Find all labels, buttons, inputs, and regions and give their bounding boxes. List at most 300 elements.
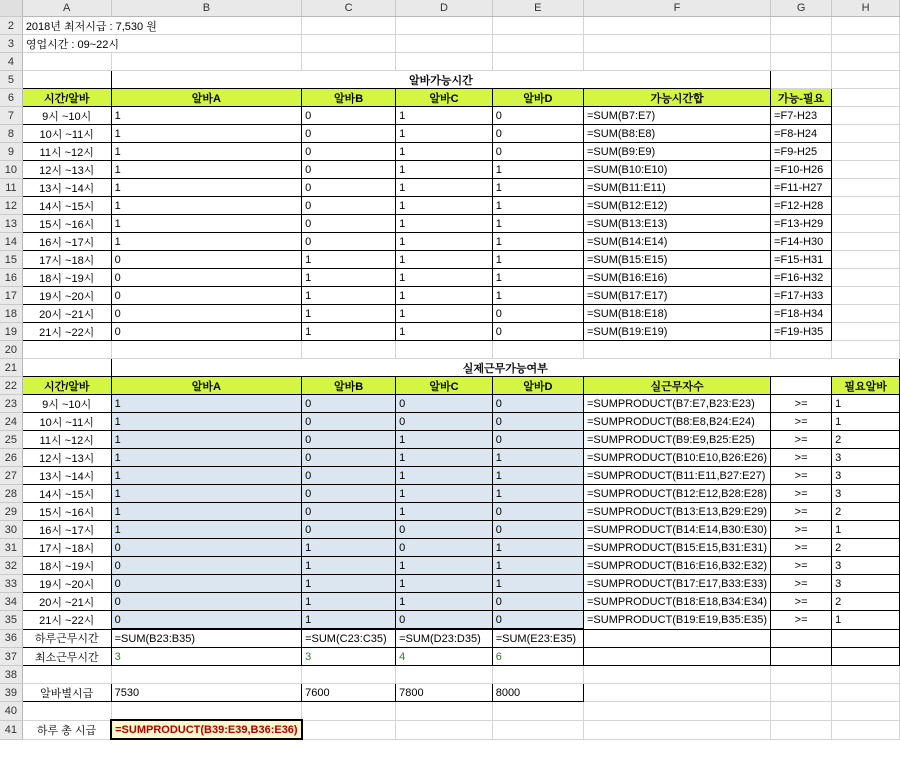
table2-operator-header[interactable] [771, 377, 832, 395]
row-header-17[interactable]: 17 [0, 287, 22, 305]
row-header-11[interactable]: 11 [0, 179, 22, 197]
daily-total-label[interactable]: 하루 총 시급 [22, 720, 111, 739]
table2-sumproduct-formula-cell[interactable]: =SUMPRODUCT(B14:E14,B30:E30) [584, 521, 771, 539]
row-header-32[interactable]: 32 [0, 557, 22, 575]
table1-alba-a-cell[interactable]: 0 [111, 323, 301, 341]
table2-operator-cell[interactable]: >= [771, 611, 832, 630]
table1-alba-c-cell[interactable]: 1 [396, 233, 493, 251]
cell-h18[interactable] [832, 305, 900, 323]
table2-alba-c-cell[interactable]: 1 [396, 557, 493, 575]
table1-alba-a-cell[interactable]: 1 [111, 179, 301, 197]
cell-c38[interactable] [302, 666, 396, 684]
table1-sum-formula-cell[interactable]: =SUM(B19:E19) [584, 323, 771, 341]
table2-time-header[interactable]: 시간/알바 [22, 377, 111, 395]
cell-h40[interactable] [832, 702, 900, 721]
table2-title[interactable]: 실제근무가능여부 [111, 359, 899, 377]
row37-alba-b-cell[interactable]: 3 [302, 648, 396, 666]
table1-alba-a-cell[interactable]: 1 [111, 233, 301, 251]
cell-e40[interactable] [492, 702, 583, 721]
table2-sumproduct-formula-cell[interactable]: =SUMPRODUCT(B12:E12,B28:E28) [584, 485, 771, 503]
table1-alba-a-cell[interactable]: 1 [111, 161, 301, 179]
column-header-e[interactable]: E [492, 0, 583, 17]
row-header-21[interactable]: 21 [0, 359, 22, 377]
row-header-14[interactable]: 14 [0, 233, 22, 251]
row-header-6[interactable]: 6 [0, 89, 22, 107]
cell-h36[interactable] [832, 629, 900, 648]
row-header-34[interactable]: 34 [0, 593, 22, 611]
table1-time-cell[interactable]: 12시 ~13시 [22, 161, 111, 179]
cell-c4[interactable] [302, 53, 396, 71]
table2-alba-a-header[interactable]: 알바A [111, 377, 301, 395]
table1-sum-formula-cell[interactable]: =SUM(B15:E15) [584, 251, 771, 269]
table1-time-cell[interactable]: 16시 ~17시 [22, 233, 111, 251]
table1-alba-c-cell[interactable]: 1 [396, 143, 493, 161]
table1-alba-c-header[interactable]: 알바C [396, 89, 493, 107]
table2-alba-a-cell[interactable]: 1 [111, 485, 301, 503]
table2-alba-b-cell[interactable]: 0 [302, 431, 396, 449]
table1-diff-formula-cell[interactable]: =F13-H29 [771, 215, 832, 233]
table2-alba-d-cell[interactable]: 0 [492, 611, 583, 630]
cell-g20[interactable] [771, 341, 832, 359]
table2-time-cell[interactable]: 21시 ~22시 [22, 611, 111, 630]
table2-alba-a-cell[interactable]: 1 [111, 449, 301, 467]
table2-sumproduct-formula-cell[interactable]: =SUMPRODUCT(B8:E8,B24:E24) [584, 413, 771, 431]
cell-g4[interactable] [771, 53, 832, 71]
table2-sumproduct-formula-cell[interactable]: =SUMPRODUCT(B9:E9,B25:E25) [584, 431, 771, 449]
cell-h13[interactable] [832, 215, 900, 233]
table1-time-cell[interactable]: 11시 ~12시 [22, 143, 111, 161]
table2-alba-a-cell[interactable]: 1 [111, 521, 301, 539]
table2-time-cell[interactable]: 10시 ~11시 [22, 413, 111, 431]
table2-alba-d-header[interactable]: 알바D [492, 377, 583, 395]
cell-h19[interactable] [832, 323, 900, 341]
row-header-10[interactable]: 10 [0, 161, 22, 179]
table1-alba-d-cell[interactable]: 0 [492, 305, 583, 323]
table2-sumproduct-formula-cell[interactable]: =SUMPRODUCT(B13:E13,B29:E29) [584, 503, 771, 521]
table1-time-cell[interactable]: 9시 ~10시 [22, 107, 111, 125]
row-header-26[interactable]: 26 [0, 449, 22, 467]
table2-sumproduct-formula-cell[interactable]: =SUMPRODUCT(B10:E10,B26:E26) [584, 449, 771, 467]
table1-time-cell[interactable]: 13시 ~14시 [22, 179, 111, 197]
table2-sumproduct-formula-cell[interactable]: =SUMPRODUCT(B19:E19,B35:E35) [584, 611, 771, 630]
table1-time-header[interactable]: 시간/알바 [22, 89, 111, 107]
table1-alba-d-cell[interactable]: 1 [492, 287, 583, 305]
table1-alba-a-cell[interactable]: 1 [111, 125, 301, 143]
row-header-20[interactable]: 20 [0, 341, 22, 359]
cell-g5[interactable] [771, 71, 832, 89]
cell-a21[interactable] [22, 359, 111, 377]
select-all-corner[interactable] [0, 0, 22, 17]
table2-alba-a-cell[interactable]: 1 [111, 503, 301, 521]
wage-alba-c-cell[interactable]: 7800 [396, 684, 493, 702]
table2-alba-b-cell[interactable]: 0 [302, 485, 396, 503]
table2-needed-cell[interactable]: 1 [832, 395, 900, 413]
table2-alba-a-cell[interactable]: 1 [111, 431, 301, 449]
cell-c2[interactable] [302, 17, 396, 35]
cell-h10[interactable] [832, 161, 900, 179]
cell-g38[interactable] [771, 666, 832, 684]
table1-available-sum-header[interactable]: 가능시간합 [584, 89, 771, 107]
table1-alba-c-cell[interactable]: 1 [396, 287, 493, 305]
table2-alba-c-cell[interactable]: 1 [396, 431, 493, 449]
table2-alba-b-cell[interactable]: 1 [302, 611, 396, 630]
table2-sumproduct-formula-cell[interactable]: =SUMPRODUCT(B7:E7,B23:E23) [584, 395, 771, 413]
row-header-7[interactable]: 7 [0, 107, 22, 125]
table2-needed-cell[interactable]: 3 [832, 575, 900, 593]
table2-alba-a-cell[interactable]: 0 [111, 593, 301, 611]
table1-sum-formula-cell[interactable]: =SUM(B11:E11) [584, 179, 771, 197]
table2-alba-b-cell[interactable]: 0 [302, 395, 396, 413]
table1-alba-c-cell[interactable]: 1 [396, 107, 493, 125]
table1-sum-formula-cell[interactable]: =SUM(B14:E14) [584, 233, 771, 251]
cell-h7[interactable] [832, 107, 900, 125]
table1-title[interactable]: 알바가능시간 [111, 71, 770, 89]
table1-time-cell[interactable]: 19시 ~20시 [22, 287, 111, 305]
table1-alba-b-cell[interactable]: 1 [302, 323, 396, 341]
row-header-5[interactable]: 5 [0, 71, 22, 89]
cell-e4[interactable] [492, 53, 583, 71]
row-header-3[interactable]: 3 [0, 35, 22, 53]
table1-alba-d-header[interactable]: 알바D [492, 89, 583, 107]
cell-a5[interactable] [22, 71, 111, 89]
table1-alba-b-cell[interactable]: 0 [302, 197, 396, 215]
table2-alba-d-cell[interactable]: 1 [492, 575, 583, 593]
table2-operator-cell[interactable]: >= [771, 431, 832, 449]
table1-alba-a-cell[interactable]: 1 [111, 107, 301, 125]
cell-f39[interactable] [584, 684, 771, 702]
cell-h41[interactable] [832, 720, 900, 739]
column-header-a[interactable]: A [22, 0, 111, 17]
table1-alba-d-cell[interactable]: 1 [492, 161, 583, 179]
cell-g36[interactable] [771, 629, 832, 648]
table2-sumproduct-formula-cell[interactable]: =SUMPRODUCT(B15:E15,B31:E31) [584, 539, 771, 557]
cell-g41[interactable] [771, 720, 832, 739]
cell-d41[interactable] [396, 720, 493, 739]
table2-time-cell[interactable]: 17시 ~18시 [22, 539, 111, 557]
table2-alba-d-cell[interactable]: 1 [492, 539, 583, 557]
table2-sumproduct-formula-cell[interactable]: =SUMPRODUCT(B17:E17,B33:E33) [584, 575, 771, 593]
cell-f20[interactable] [584, 341, 771, 359]
table2-alba-b-cell[interactable]: 0 [302, 413, 396, 431]
table2-alba-c-cell[interactable]: 0 [396, 521, 493, 539]
cell-f38[interactable] [584, 666, 771, 684]
table2-alba-d-cell[interactable]: 1 [492, 557, 583, 575]
table2-operator-cell[interactable]: >= [771, 413, 832, 431]
table1-diff-formula-cell[interactable]: =F11-H27 [771, 179, 832, 197]
table2-operator-cell[interactable]: >= [771, 485, 832, 503]
row36-alba-b-cell[interactable]: =SUM(C23:C35) [302, 629, 396, 648]
table2-alba-d-cell[interactable]: 0 [492, 431, 583, 449]
cell-b4[interactable] [111, 53, 301, 71]
table1-alba-a-cell[interactable]: 1 [111, 197, 301, 215]
cell-d2[interactable] [396, 17, 493, 35]
table2-alba-c-cell[interactable]: 1 [396, 449, 493, 467]
table1-alba-a-cell[interactable]: 1 [111, 143, 301, 161]
table2-alba-b-cell[interactable]: 1 [302, 539, 396, 557]
table2-time-cell[interactable]: 16시 ~17시 [22, 521, 111, 539]
table1-alba-b-cell[interactable]: 0 [302, 161, 396, 179]
table1-time-cell[interactable]: 17시 ~18시 [22, 251, 111, 269]
cell-h16[interactable] [832, 269, 900, 287]
table1-alba-c-cell[interactable]: 1 [396, 215, 493, 233]
row-header-24[interactable]: 24 [0, 413, 22, 431]
table1-alba-d-cell[interactable]: 0 [492, 143, 583, 161]
cell-b20[interactable] [111, 341, 301, 359]
cell-e20[interactable] [492, 341, 583, 359]
row37-alba-a-cell[interactable]: 3 [111, 648, 301, 666]
table1-alba-b-cell[interactable]: 0 [302, 125, 396, 143]
table1-diff-formula-cell[interactable]: =F16-H32 [771, 269, 832, 287]
cell-h39[interactable] [832, 684, 900, 702]
table1-diff-formula-cell[interactable]: =F15-H31 [771, 251, 832, 269]
wage-alba-a-cell[interactable]: 7530 [111, 684, 301, 702]
cell-d20[interactable] [396, 341, 493, 359]
cell-h4[interactable] [832, 53, 900, 71]
table1-time-cell[interactable]: 21시 ~22시 [22, 323, 111, 341]
cell-e41[interactable] [492, 720, 583, 739]
row-header-38[interactable]: 38 [0, 666, 22, 684]
table2-time-cell[interactable]: 20시 ~21시 [22, 593, 111, 611]
table1-sum-formula-cell[interactable]: =SUM(B8:E8) [584, 125, 771, 143]
row-header-12[interactable]: 12 [0, 197, 22, 215]
cell-c40[interactable] [302, 702, 396, 721]
table2-alba-a-cell[interactable]: 0 [111, 611, 301, 630]
cell-c20[interactable] [302, 341, 396, 359]
table2-sumproduct-formula-cell[interactable]: =SUMPRODUCT(B16:E16,B32:E32) [584, 557, 771, 575]
table1-alba-c-cell[interactable]: 1 [396, 179, 493, 197]
column-header-c[interactable]: C [302, 0, 396, 17]
cell-f4[interactable] [584, 53, 771, 71]
cell-h20[interactable] [832, 341, 900, 359]
row-header-8[interactable]: 8 [0, 125, 22, 143]
cell-c3[interactable] [302, 35, 396, 53]
table2-operator-cell[interactable]: >= [771, 575, 832, 593]
table1-alba-b-header[interactable]: 알바B [302, 89, 396, 107]
table1-sum-formula-cell[interactable]: =SUM(B18:E18) [584, 305, 771, 323]
table1-alba-a-cell[interactable]: 0 [111, 305, 301, 323]
table2-time-cell[interactable]: 19시 ~20시 [22, 575, 111, 593]
table1-diff-formula-cell[interactable]: =F8-H24 [771, 125, 832, 143]
table2-alba-d-cell[interactable]: 1 [492, 485, 583, 503]
cell-h14[interactable] [832, 233, 900, 251]
table1-sum-formula-cell[interactable]: =SUM(B13:E13) [584, 215, 771, 233]
table2-time-cell[interactable]: 15시 ~16시 [22, 503, 111, 521]
cell-d40[interactable] [396, 702, 493, 721]
cell-e38[interactable] [492, 666, 583, 684]
wage-alba-b-cell[interactable]: 7600 [302, 684, 396, 702]
table1-alba-d-cell[interactable]: 0 [492, 323, 583, 341]
table2-operator-cell[interactable]: >= [771, 449, 832, 467]
cell-d3[interactable] [396, 35, 493, 53]
cell-e2[interactable] [492, 17, 583, 35]
table2-needed-alba-header[interactable]: 필요알바 [832, 377, 900, 395]
row-header-4[interactable]: 4 [0, 53, 22, 71]
cell-h37[interactable] [832, 648, 900, 666]
table1-sum-formula-cell[interactable]: =SUM(B10:E10) [584, 161, 771, 179]
cell-d4[interactable] [396, 53, 493, 71]
table1-alba-d-cell[interactable]: 0 [492, 107, 583, 125]
table1-sum-formula-cell[interactable]: =SUM(B7:E7) [584, 107, 771, 125]
cell-f41[interactable] [584, 720, 771, 739]
table2-alba-a-cell[interactable]: 1 [111, 467, 301, 485]
table1-time-cell[interactable]: 10시 ~11시 [22, 125, 111, 143]
table1-diff-formula-cell[interactable]: =F17-H33 [771, 287, 832, 305]
table2-time-cell[interactable]: 18시 ~19시 [22, 557, 111, 575]
table1-alba-c-cell[interactable]: 1 [396, 125, 493, 143]
table1-alba-a-cell[interactable]: 0 [111, 251, 301, 269]
column-header-b[interactable]: B [111, 0, 301, 17]
row-header-22[interactable]: 22 [0, 377, 22, 395]
cell-f3[interactable] [584, 35, 771, 53]
cell-h11[interactable] [832, 179, 900, 197]
table1-time-cell[interactable]: 20시 ~21시 [22, 305, 111, 323]
table2-alba-c-cell[interactable]: 0 [396, 413, 493, 431]
table2-time-cell[interactable]: 9시 ~10시 [22, 395, 111, 413]
table1-time-cell[interactable]: 14시 ~15시 [22, 197, 111, 215]
table2-alba-c-cell[interactable]: 0 [396, 395, 493, 413]
cell-b40[interactable] [111, 702, 301, 721]
cell-h8[interactable] [832, 125, 900, 143]
wage-label[interactable]: 알바별시급 [22, 684, 111, 702]
table2-needed-cell[interactable]: 2 [832, 593, 900, 611]
table1-alba-c-cell[interactable]: 1 [396, 323, 493, 341]
table2-alba-a-cell[interactable]: 1 [111, 413, 301, 431]
table2-operator-cell[interactable]: >= [771, 467, 832, 485]
table2-actual-workers-header[interactable]: 실근무자수 [584, 377, 771, 395]
table2-time-cell[interactable]: 13시 ~14시 [22, 467, 111, 485]
row-header-40[interactable]: 40 [0, 702, 22, 721]
table2-alba-a-cell[interactable]: 0 [111, 575, 301, 593]
table2-alba-a-cell[interactable]: 1 [111, 395, 301, 413]
table2-needed-cell[interactable]: 3 [832, 467, 900, 485]
cell-b38[interactable] [111, 666, 301, 684]
cell-g3[interactable] [771, 35, 832, 53]
row-header-31[interactable]: 31 [0, 539, 22, 557]
row-header-25[interactable]: 25 [0, 431, 22, 449]
table1-alba-c-cell[interactable]: 1 [396, 251, 493, 269]
table2-alba-b-header[interactable]: 알바B [302, 377, 396, 395]
cell-e3[interactable] [492, 35, 583, 53]
table2-needed-cell[interactable]: 1 [832, 521, 900, 539]
table2-alba-b-cell[interactable]: 1 [302, 575, 396, 593]
row-header-37[interactable]: 37 [0, 648, 22, 666]
table2-time-cell[interactable]: 14시 ~15시 [22, 485, 111, 503]
row-header-15[interactable]: 15 [0, 251, 22, 269]
table2-alba-c-cell[interactable]: 1 [396, 503, 493, 521]
table2-alba-d-cell[interactable]: 0 [492, 395, 583, 413]
row-header-29[interactable]: 29 [0, 503, 22, 521]
table2-alba-a-cell[interactable]: 0 [111, 557, 301, 575]
table2-alba-d-cell[interactable]: 0 [492, 503, 583, 521]
cell-c41[interactable] [302, 720, 396, 739]
daily-total-formula-cell[interactable]: =SUMPRODUCT(B39:E39,B36:E36) [111, 720, 301, 739]
cell-h5[interactable] [832, 71, 900, 89]
cell-g39[interactable] [771, 684, 832, 702]
table1-diff-formula-cell[interactable]: =F10-H26 [771, 161, 832, 179]
table1-diff-formula-cell[interactable]: =F14-H30 [771, 233, 832, 251]
row-header-33[interactable]: 33 [0, 575, 22, 593]
table1-diff-formula-cell[interactable]: =F7-H23 [771, 107, 832, 125]
table1-diff-formula-cell[interactable]: =F9-H25 [771, 143, 832, 161]
table2-operator-cell[interactable]: >= [771, 593, 832, 611]
cell-h3[interactable] [832, 35, 900, 53]
row37-alba-c-cell[interactable]: 4 [396, 648, 493, 666]
table2-alba-d-cell[interactable]: 0 [492, 521, 583, 539]
table1-alba-b-cell[interactable]: 1 [302, 251, 396, 269]
row-header-19[interactable]: 19 [0, 323, 22, 341]
cell-g37[interactable] [771, 648, 832, 666]
row36-alba-a-cell[interactable]: =SUM(B23:B35) [111, 629, 301, 648]
table1-alba-c-cell[interactable]: 1 [396, 305, 493, 323]
table2-operator-cell[interactable]: >= [771, 395, 832, 413]
column-header-f[interactable]: F [584, 0, 771, 17]
column-header-d[interactable]: D [396, 0, 493, 17]
table2-needed-cell[interactable]: 3 [832, 485, 900, 503]
table2-needed-cell[interactable]: 1 [832, 611, 900, 630]
table2-operator-cell[interactable]: >= [771, 557, 832, 575]
table1-alba-a-header[interactable]: 알바A [111, 89, 301, 107]
table2-alba-b-cell[interactable]: 0 [302, 521, 396, 539]
cell-h15[interactable] [832, 251, 900, 269]
column-header-g[interactable]: G [771, 0, 832, 17]
table2-alba-c-cell[interactable]: 0 [396, 539, 493, 557]
table1-alba-d-cell[interactable]: 1 [492, 197, 583, 215]
cell-h38[interactable] [832, 666, 900, 684]
table2-operator-cell[interactable]: >= [771, 503, 832, 521]
table2-alba-d-cell[interactable]: 0 [492, 413, 583, 431]
table1-alba-d-cell[interactable]: 0 [492, 125, 583, 143]
table1-diff-formula-cell[interactable]: =F19-H35 [771, 323, 832, 341]
row-header-28[interactable]: 28 [0, 485, 22, 503]
table2-needed-cell[interactable]: 3 [832, 557, 900, 575]
table2-operator-cell[interactable]: >= [771, 539, 832, 557]
cell-f37[interactable] [584, 648, 771, 666]
table1-alba-b-cell[interactable]: 1 [302, 305, 396, 323]
row36-alba-d-cell[interactable]: =SUM(E23:E35) [492, 629, 583, 648]
row-header-36[interactable]: 36 [0, 629, 22, 648]
table1-alba-b-cell[interactable]: 1 [302, 269, 396, 287]
table1-sum-formula-cell[interactable]: =SUM(B16:E16) [584, 269, 771, 287]
table2-time-cell[interactable]: 11시 ~12시 [22, 431, 111, 449]
cell-f2[interactable] [584, 17, 771, 35]
row-header-39[interactable]: 39 [0, 684, 22, 702]
table2-alba-c-cell[interactable]: 1 [396, 575, 493, 593]
row-header-41[interactable]: 41 [0, 720, 22, 739]
row-header-35[interactable]: 35 [0, 611, 22, 630]
table1-alba-b-cell[interactable]: 1 [302, 287, 396, 305]
table2-alba-b-cell[interactable]: 0 [302, 467, 396, 485]
row-header-23[interactable]: 23 [0, 395, 22, 413]
table1-alba-b-cell[interactable]: 0 [302, 179, 396, 197]
table2-alba-b-cell[interactable]: 1 [302, 593, 396, 611]
table2-alba-d-cell[interactable]: 1 [492, 467, 583, 485]
cell-h9[interactable] [832, 143, 900, 161]
table1-alba-a-cell[interactable]: 0 [111, 287, 301, 305]
table2-needed-cell[interactable]: 2 [832, 503, 900, 521]
row-header-16[interactable]: 16 [0, 269, 22, 287]
cell-a40[interactable] [22, 702, 111, 721]
cell-a38[interactable] [22, 666, 111, 684]
table2-alba-c-cell[interactable]: 1 [396, 467, 493, 485]
table1-available-minus-needed-header[interactable]: 가능-필요 [771, 89, 832, 107]
table1-alba-b-cell[interactable]: 0 [302, 107, 396, 125]
table1-alba-d-cell[interactable]: 1 [492, 179, 583, 197]
table1-alba-a-cell[interactable]: 1 [111, 215, 301, 233]
row-header-27[interactable]: 27 [0, 467, 22, 485]
table2-alba-a-cell[interactable]: 0 [111, 539, 301, 557]
cell-a4[interactable] [22, 53, 111, 71]
note-cell-a2[interactable]: 2018년 최저시급 : 7,530 원 [22, 17, 301, 35]
